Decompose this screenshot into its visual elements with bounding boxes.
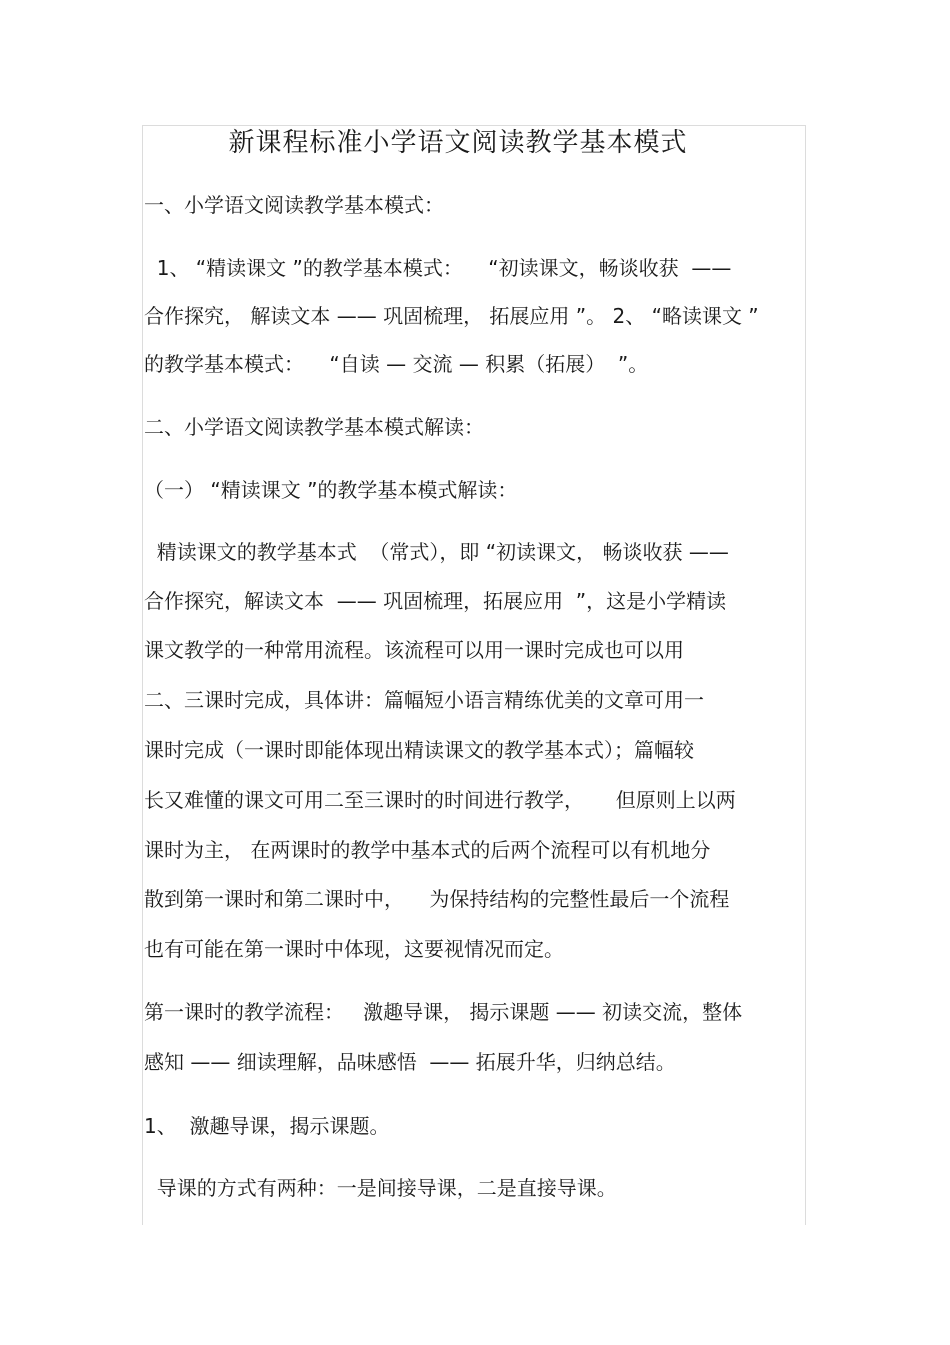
document-title: 新课程标准小学语文阅读教学基本模式 <box>228 128 688 158</box>
text-line: 1、 “精读课文 ”的教学基本模式： “初读课文，畅谈收获 —— <box>144 256 732 280</box>
text-line: 一、小学语文阅读教学基本模式： <box>144 193 444 217</box>
text-line: 长又难懂的课文可用二至三课时的时间进行教学， 但原则上以两 <box>144 788 736 812</box>
text-line: 二、三课时完成，具体讲：篇幅短小语言精练优美的文章可用一 <box>144 688 704 712</box>
text-line: （一） “精读课文 ”的教学基本模式解读： <box>144 478 518 502</box>
text-line: 的教学基本模式： “自读 — 交流 — 积累（拓展） ”。 <box>144 352 649 376</box>
text-line: 合作探究， 解读文本 —— 巩固梳理， 拓展应用 ”。 2、 “略读课文 ” <box>144 304 759 328</box>
text-line: 也有可能在第一课时中体现，这要视情况而定。 <box>144 937 564 961</box>
text-line: 课时为主， 在两课时的教学中基本式的后两个流程可以有机地分 <box>144 838 711 862</box>
text-line: 1、 激趣导课，揭示课题。 <box>144 1114 390 1138</box>
text-line: 二、小学语文阅读教学基本模式解读： <box>144 415 484 439</box>
text-line: 精读课文的教学基本式 （常式），即 “初读课文， 畅谈收获 —— <box>144 540 729 564</box>
text-line: 导课的方式有两种：一是间接导课，二是直接导课。 <box>144 1176 617 1200</box>
text-line: 第一课时的教学流程： 激趣导课， 揭示课题 —— 初读交流，整体 <box>144 1000 743 1024</box>
text-line: 课时完成（一课时即能体现出精读课文的教学基本式）；篇幅较 <box>144 738 694 762</box>
text-line: 散到第一课时和第二课时中， 为保持结构的完整性最后一个流程 <box>144 887 730 911</box>
text-line: 课文教学的一种常用流程。该流程可以用一课时完成也可以用 <box>144 638 684 662</box>
text-line: 感知 —— 细读理解，品味感悟 —— 拓展升华，归纳总结。 <box>144 1050 676 1074</box>
text-line: 合作探究，解读文本 —— 巩固梳理，拓展应用 ”，这是小学精读 <box>144 589 727 613</box>
